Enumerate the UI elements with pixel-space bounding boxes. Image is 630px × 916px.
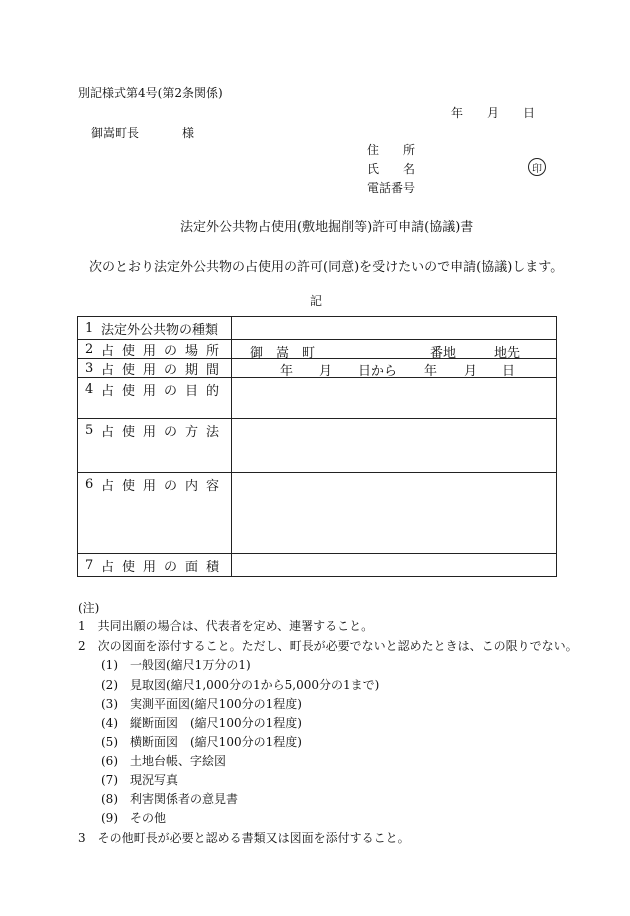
row-label: 占使用の面積 — [101, 559, 228, 575]
method-input-cell[interactable] — [232, 419, 557, 473]
attachment-item: (3) 実測平面図(縮尺100分の1程度) — [101, 697, 302, 711]
row-label: 占使用の目的 — [101, 383, 228, 399]
row-label: 占使用の期間 — [101, 362, 228, 378]
table-row — [78, 340, 557, 359]
attachment-item: (4) 縦断面図 (縮尺100分の1程度) — [101, 716, 302, 730]
attachment-item: (8) 利害関係者の意見書 — [101, 792, 238, 806]
name-label: 氏 名 — [367, 162, 416, 176]
row-label-cell — [78, 378, 232, 419]
phone-label: 電話番号 — [367, 181, 416, 195]
row-label: 占使用の場所 — [101, 343, 228, 359]
purpose-input-cell[interactable] — [232, 378, 557, 419]
addressee: 御嵩町長 — [91, 126, 140, 140]
type-input-cell[interactable] — [232, 317, 557, 340]
note-3: 3 その他町長が必要と認める書類又は図面を添付すること。 — [78, 831, 410, 845]
row-label-cell — [78, 317, 232, 340]
period-month-end: 月 — [464, 364, 478, 379]
area-input-cell[interactable] — [232, 554, 557, 577]
attachment-item: (2) 見取図(縮尺1,000分の1から5,000分の1まで) — [101, 678, 380, 692]
attachment-item: (9) その他 — [101, 811, 166, 825]
table-row — [78, 473, 557, 554]
row-label-cell — [78, 419, 232, 473]
row-number: 1 — [85, 320, 94, 336]
place-town: 御 嵩 町 — [250, 346, 316, 361]
period-year-start: 年 — [280, 364, 294, 379]
period-year-end: 年 — [424, 364, 438, 379]
table-row — [78, 317, 557, 340]
attachment-item: (1) 一般図(縮尺1万分の1) — [101, 658, 251, 672]
place-input-cell[interactable] — [232, 340, 557, 359]
attachment-item: (5) 横断面図 (縮尺100分の1程度) — [101, 735, 302, 749]
table-row — [78, 359, 557, 378]
period-day-end: 日 — [502, 364, 516, 379]
form-reference: 別記様式第4号(第2条関係) — [78, 86, 223, 100]
period-month-start: 月 — [319, 364, 333, 379]
date-year-label: 年 — [451, 106, 464, 120]
row-number: 7 — [85, 557, 94, 573]
row-number: 5 — [85, 422, 94, 438]
row-number: 3 — [85, 360, 94, 376]
table-row — [78, 554, 557, 577]
date-month-label: 月 — [487, 106, 500, 120]
row-label: 占使用の方法 — [101, 424, 228, 440]
ki-label: 記 — [310, 294, 323, 308]
row-number: 6 — [85, 476, 94, 492]
address-label: 住 所 — [367, 143, 416, 157]
row-label-cell — [78, 359, 232, 378]
attachment-item: (6) 土地台帳、字絵図 — [101, 754, 226, 768]
seal-mark: 印 — [528, 158, 546, 176]
notes-heading: (注) — [78, 601, 100, 615]
table-row — [78, 378, 557, 419]
application-form-table — [77, 316, 557, 577]
attachment-item: (7) 現況写真 — [101, 773, 178, 787]
honorific: 様 — [182, 126, 195, 140]
period-input-cell[interactable] — [232, 359, 557, 378]
place-banchi: 番地 — [430, 346, 457, 361]
document-title: 法定外公共物占使用(敷地掘削等)許可申請(協議)書 — [180, 220, 474, 235]
row-label: 法定外公共物の種類 — [101, 322, 219, 338]
date-day-label: 日 — [523, 106, 536, 120]
row-label-cell — [78, 340, 232, 359]
row-label-cell — [78, 473, 232, 554]
row-number: 4 — [85, 381, 94, 397]
table-row — [78, 419, 557, 473]
row-label: 占使用の内容 — [101, 478, 228, 494]
content-input-cell[interactable] — [232, 473, 557, 554]
intro-text: 次のとおり法定外公共物の占使用の許可(同意)を受けたいので申請(協議)します。 — [89, 260, 564, 275]
note-1: 1 共同出願の場合は、代表者を定め、連署すること。 — [78, 619, 374, 633]
place-chisaki: 地先 — [494, 346, 521, 361]
note-2: 2 次の図面を添付すること。ただし、町長が必要でないと認めたときは、この限りでない。 — [78, 639, 578, 653]
row-label-cell — [78, 554, 232, 577]
period-day-from: 日から — [358, 364, 398, 379]
row-number: 2 — [85, 341, 94, 357]
